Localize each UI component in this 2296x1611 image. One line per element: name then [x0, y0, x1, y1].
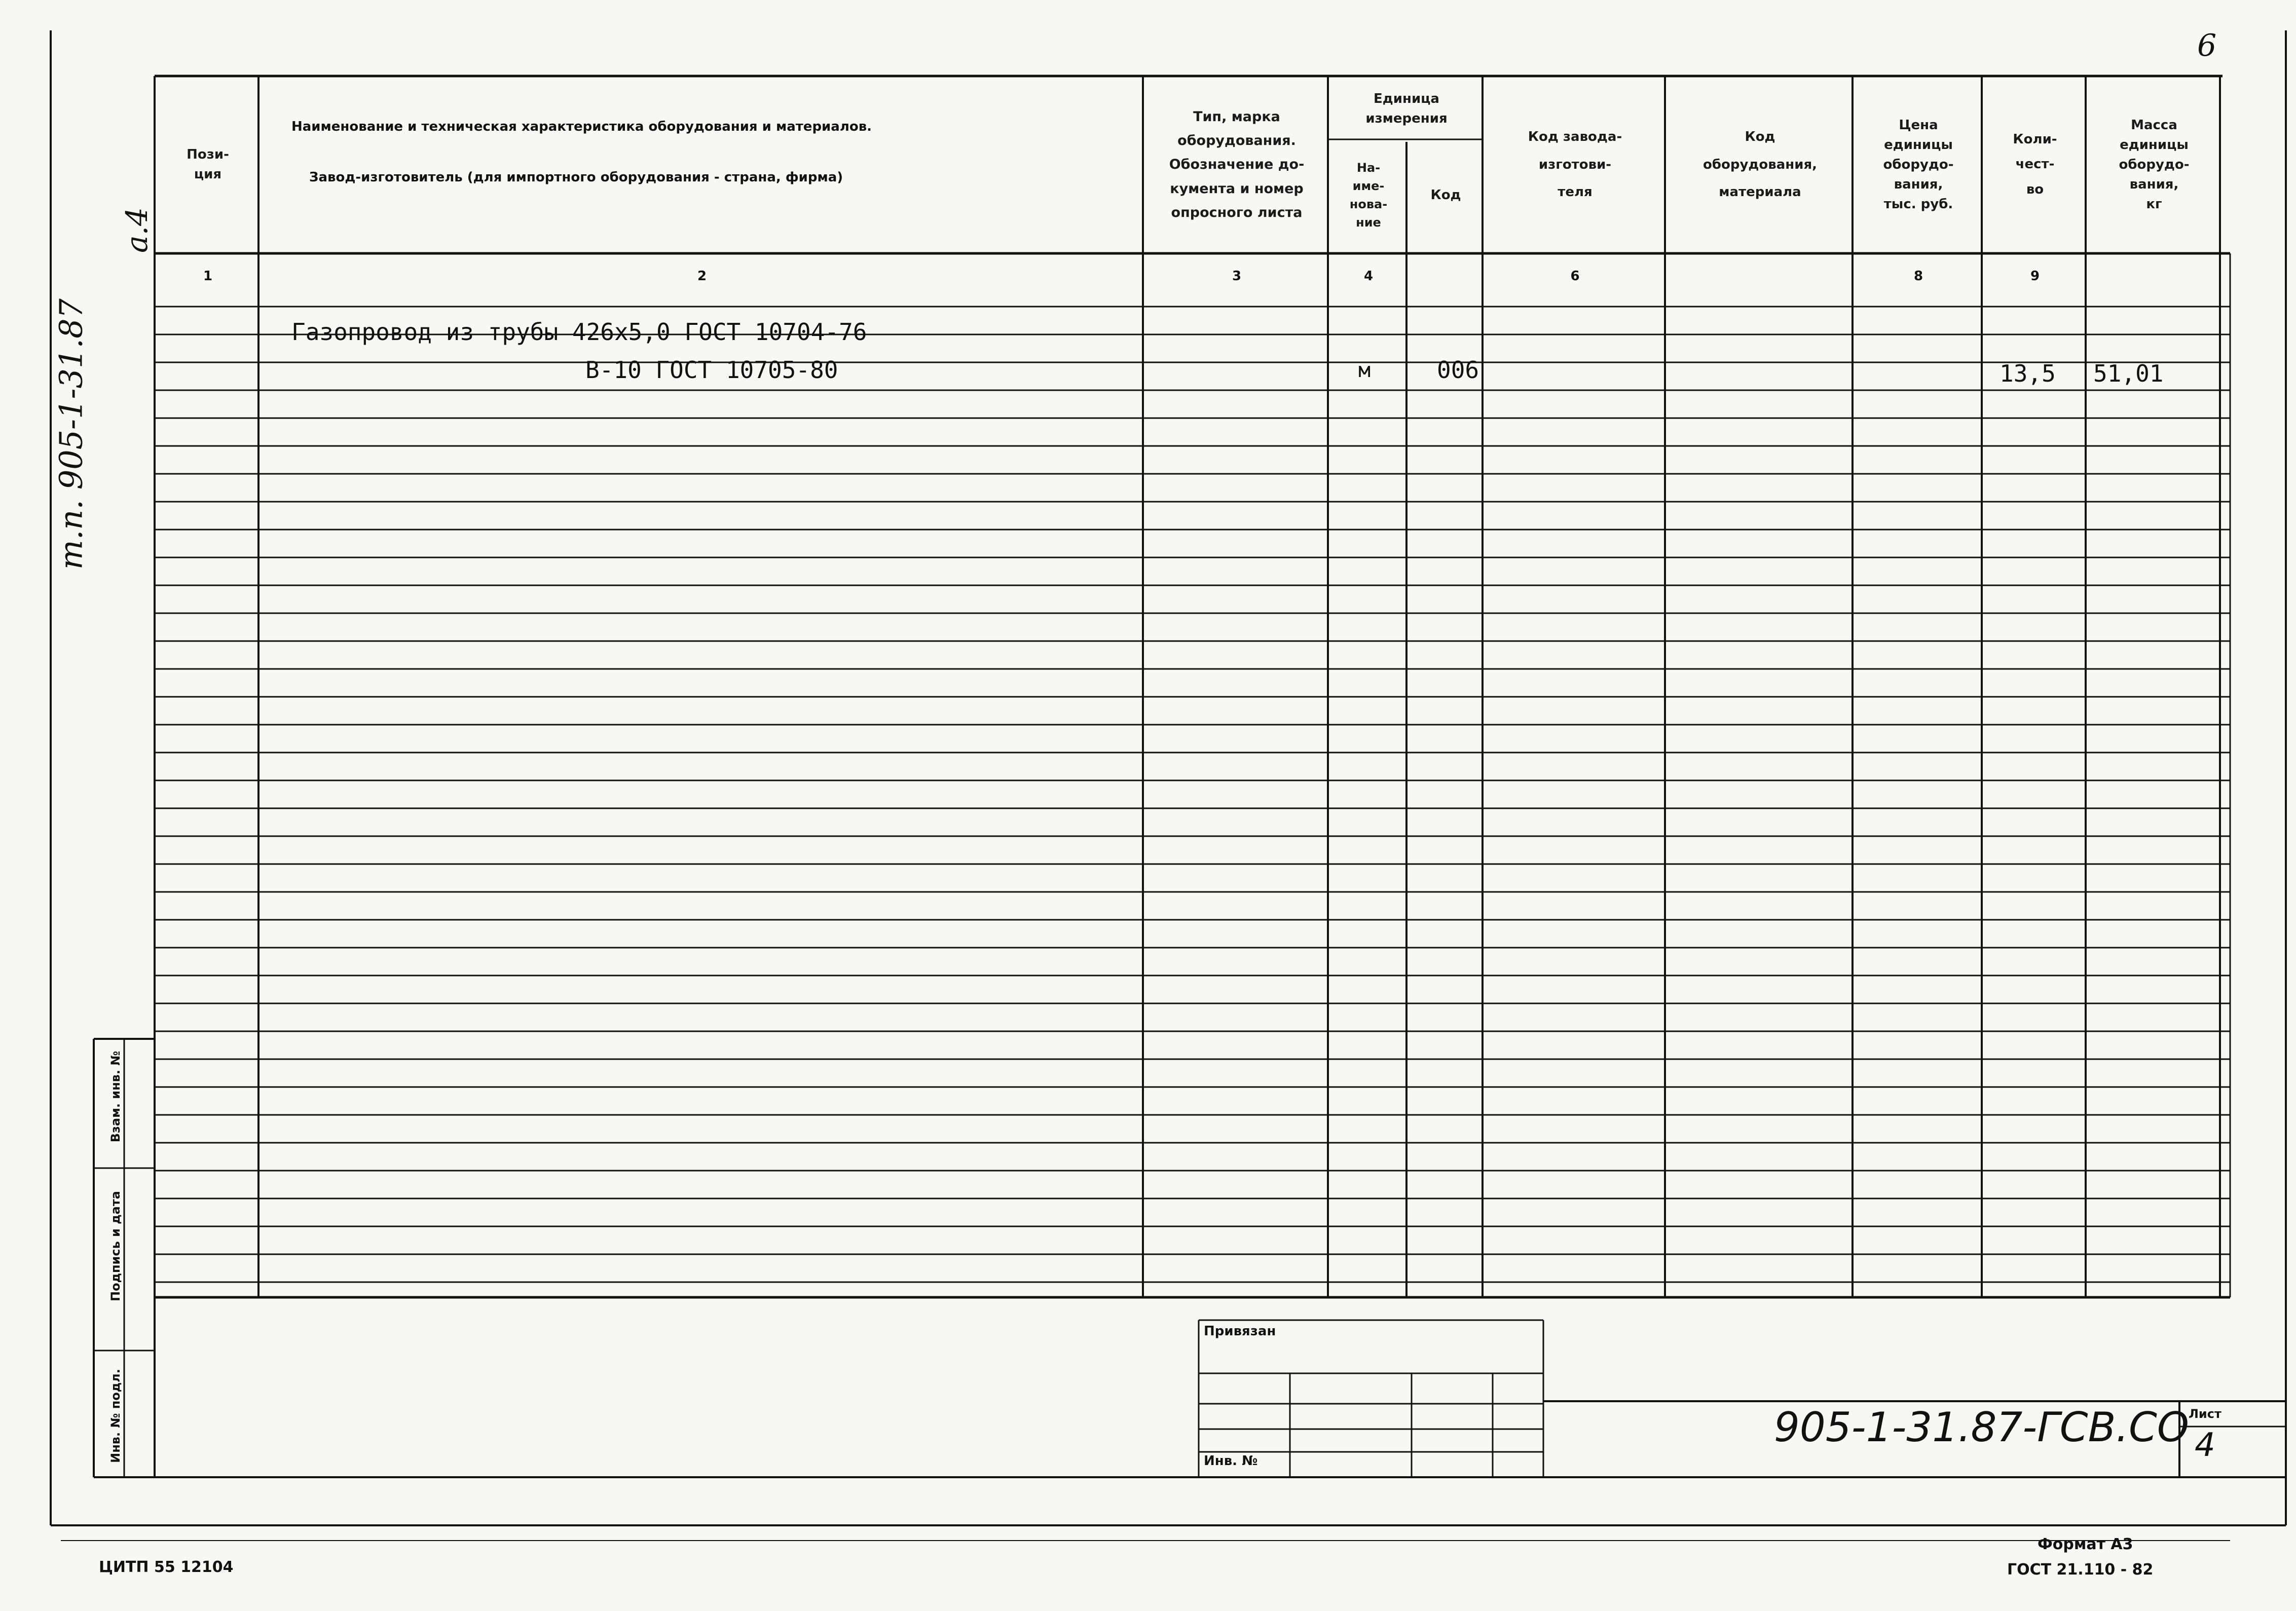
header-unit-code: Код [1430, 187, 1461, 203]
stamp-inv-no: Инв. № [1204, 1453, 1258, 1469]
header-type: Тип, марка оборудования. Обозначение до- кумента и номер опросного листа [1169, 108, 1305, 220]
row-2-quantity: 13,5 [1999, 360, 2056, 387]
column-number-6: 6 [1570, 269, 1580, 284]
header-name-line1: Наименование и техническая характеристика оборудования и материалов. [291, 119, 872, 134]
row-2-unit: м [1358, 359, 1371, 382]
side-stamp-inv-podl: Инв. № подл. [108, 1369, 123, 1463]
header-quantity: Коли- чест- во [2013, 131, 2057, 197]
column-number-9: 9 [2030, 269, 2040, 284]
column-number-3: 3 [1232, 269, 1242, 284]
header-name-line2: Завод-изготовитель (для импортного оборудования - страна, фирма) [309, 170, 843, 185]
stamp-sheet-number: 4 [2195, 1427, 2215, 1464]
header-unit-group: Единица измерения [1365, 91, 1448, 126]
row-1-name: Газопровод из трубы 426х5,0 ГОСТ 10704-76 [291, 318, 867, 346]
header-equipment-code: Код оборудования, материала [1702, 129, 1818, 200]
footer-left: ЦИТП 55 12104 [99, 1558, 234, 1576]
header-name [261, 79, 1143, 251]
column-number-8: 8 [1913, 269, 1923, 284]
side-stamp-podpis: Подпись и дата [108, 1191, 123, 1301]
column-number-2: 2 [697, 269, 707, 284]
footer-format: Формат А3 [2038, 1535, 2133, 1553]
header-mass: Масса единицы оборудо- вания, кг [2119, 117, 2190, 212]
row-2-name: В-10 ГОСТ 10705-80 [585, 356, 838, 384]
column-number-1: 1 [203, 269, 213, 284]
column-number-4: 4 [1363, 269, 1374, 284]
stamp-sheet-label: Лист [2189, 1407, 2221, 1421]
header-unit-name: На- име- нова- ние [1349, 161, 1388, 230]
side-stamp-vzam: Взам. инв. № [108, 1051, 123, 1143]
header-price: Цена единицы оборудо- вания, тыс. руб. [1883, 117, 1954, 212]
corner-sheet-number: 6 [2197, 28, 2217, 63]
stamp-document-code: 905-1-31.87-ГСВ.СО [1774, 1404, 2189, 1451]
side-annotation: а.4 [119, 207, 154, 253]
side-document-code: т.п. 905-1-31.87 [52, 298, 90, 570]
stamp-privyazan: Привязан [1204, 1324, 1276, 1339]
row-2-code: 006 [1437, 356, 1479, 384]
row-2-mass: 51,01 [2093, 360, 2164, 387]
header-manufacturer-code: Код завода- изготови- теля [1528, 129, 1622, 200]
footer-gost: ГОСТ 21.110 - 82 [2007, 1561, 2154, 1579]
header-position: Пози- ция [187, 147, 229, 182]
